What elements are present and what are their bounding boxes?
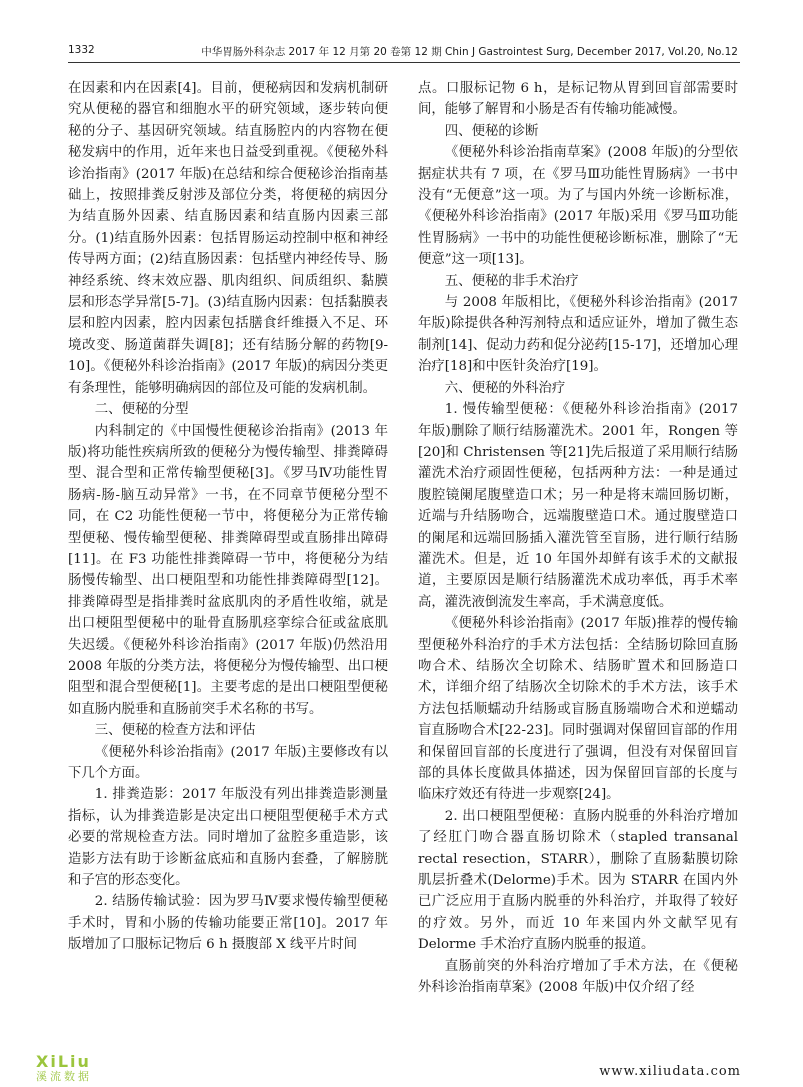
paragraph: 直肠前突的外科治疗增加了手术方法，在《便秘外科诊治指南草案》(2008 年版)中仅介绍了经 (418, 958, 738, 996)
page-header (68, 44, 738, 62)
paragraph: 与 2008 年版相比，《便秘外科诊治指南》(2017 年版)除提供各种泻剂特点和适应证外，增加了微生态制剂[14]、促动力药和促分泌药[15-17]，还增加心理治疗[18]和中医针灸治疗[19]。 (418, 295, 738, 375)
section-heading: 二、便秘的分型 (94, 402, 189, 418)
right-column (418, 78, 738, 998)
paragraph: 《便秘外科诊治指南》(2017 年版)主要修改有以下几个方面。 (68, 744, 388, 781)
running-head: 中华胃肠外科杂志 2017 年 12 月第 20 卷第 12 期 Chin J Gastrointest Surg, December 2017, Vol.20, No.12 (201, 46, 738, 58)
paragraph: 在因素和内在因素[4]。目前，便秘病因和发病机制研究从便秘的器官和细胞水平的研究领域，逐步转向便秘的分子、基因研究领域。结直肠腔内的内容物在便秘发病中的作用，近年来也日益受到重视。《便秘外科诊治指南》(2017 年版)在总结和综合便秘诊治指南基础上，按照排粪反射涉及部位分类，将便秘的病因分为结直肠外因素、结直肠因素和结直肠内因素三部分。(1)结直肠外因素：包括胃肠运动控制中枢和神经传导两方面；(2)结直肠因素：包括壁内神经传导、肠神经系统、终末效应器、肌肉组织、间质组织、黏膜层和形态学异常[5-7]。(3)结直肠内因素：包括黏膜表层和腔内因素，腔内因素包括膳食纤维摄入不足、环境改变、肠道菌群失调[8]；还有结肠分解的药物[9-10]。《便秘外科诊治指南》(2017 年版)的病因分类更有条理性，能够明确病因的部位及可能的发病机制。 (68, 81, 388, 396)
section-heading: 六、便秘的外科治疗 (444, 380, 566, 396)
left-column (68, 78, 388, 956)
paragraph: 点。口服标记物 6 h，是标记物从胃到回盲部需要时间，能够了解胃和小肠是否有传输功能减慢。 (418, 81, 738, 118)
xiliu-logo (36, 1052, 156, 1082)
footer-url[interactable]: www.xiliudata.com (599, 1064, 741, 1079)
header-rule (68, 62, 740, 63)
paragraph: 《便秘外科诊治指南草案》(2008 年版)的分型依据症状共有 7 项，在《罗马Ⅲ功能性胃肠病》一书中没有“无便意”这一项。为了与国内外统一诊断标准，《便秘外科诊治指南》(2017 年版)采用《罗马Ⅲ功能性胃肠病》一书中的功能性便秘诊断标准，删除了“无便意”这一项[13]。 (418, 145, 738, 268)
paragraph: 1. 排粪造影：2017 年版没有列出排粪造影测量指标，认为排粪造影是决定出口梗阻型便秘手术方式必要的常规检查方法。同时增加了盆腔多重造影，该造影方法有助于诊断盆底疝和直肠内套叠，了解膀胱和子宫的形态变化。 (68, 787, 388, 889)
paragraph: 2. 出口梗阻型便秘：直肠内脱垂的外科治疗增加了经肛门吻合器直肠切除术（stapled transanal rectal resection，STARR），删除了直肠黏膜切除肌层折叠术(Delorme)手术。因为 STARR 在国内外已广泛应用于直肠内脱垂的外科治疗，并取得了较好的疗效。另外，而近 10 年来国内外文献罕见有 Delorme 手术治疗直肠内脱垂的报道。 (418, 808, 738, 953)
paragraph: 内科制定的《中国慢性便秘诊治指南》(2013 年版)将功能性疾病所致的便秘分为慢传输型、排粪障碍型、混合型和正常传输型便秘[3]。《罗马Ⅳ功能性胃肠病-肠-脑互动异常》一书，在不同章节便秘分型不同，在 C2 功能性便秘一节中，将便秘分为正常传输型便秘、慢传输型便秘、排粪障碍型或直肠排出障碍[11]。在 F3 功能性排粪障碍一节中，将便秘分为结肠慢传输型、出口梗阻型和功能性排粪障碍型[12]。排粪障碍型是指排粪时盆底肌肉的矛盾性收缩，就是出口梗阻型便秘中的耻骨直肠肌痉挛综合征或盆底肌失迟缓。《便秘外科诊治指南》(2017 年版)仍然沿用 2008 年版的分类方法，将便秘分为慢传输型、出口梗阻型和混合型便秘[1]。主要考虑的是出口梗阻型便秘如直肠内脱垂和直肠前突手术名称的书写。 (68, 423, 388, 717)
paragraph: 1. 慢传输型便秘：《便秘外科诊治指南》(2017 年版)删除了顺行结肠灌洗术。2001 年，Rongen 等[20]和 Christensen 等[21]先后报道了采用顺行结肠灌洗术治疗顽固性便秘，包括两种方法：一种是通过腹腔镜阑尾腹壁造口术；另一种是将末端回肠切断，近端与升结肠吻合，远端腹壁造口术。通过腹壁造口的阑尾和远端回肠插入灌洗管至盲肠，进行顺行结肠灌洗术。但是，近 10 年国外却鲜有该手术的文献报道，主要原因是顺行结肠灌洗术成功率低，再手术率高，灌洗液倒流发生率高，手术满意度低。 (418, 402, 738, 610)
page-number: 1332 (68, 44, 95, 56)
paragraph: 《便秘外科诊治指南》(2017 年版)推荐的慢传输型便秘外科治疗的手术方法包括：全结肠切除回直肠吻合术、结肠次全切除术、结肠旷置术和回肠造口术，详细介绍了结肠次全切除术的手术方法，该手术方法包括顺蠕动升结肠或盲肠直肠端吻合术和逆蠕动盲直肠吻合术[22-23]。同时强调对保留回盲部的作用和保留回盲部的长度进行了强调，但没有对保留回盲部的具体长度做具体描述，因为保留回盲部的长度与临床疗效还有待进一步观察[24]。 (418, 616, 738, 803)
logo-word: XiLiu (36, 1052, 91, 1071)
section-heading: 四、便秘的诊断 (444, 123, 539, 139)
paragraph: 2. 结肠传输试验：因为罗马Ⅳ要求慢传输型便秘手术时，胃和小肠的传输功能要正常[10]。2017 年版增加了口服标记物后 6 h 摄腹部 X 线平片时间 (68, 894, 388, 953)
section-heading: 三、便秘的检查方法和评估 (94, 723, 256, 739)
logo-cn-text: 溪流数据 (36, 1070, 92, 1083)
section-heading: 五、便秘的非手术治疗 (444, 273, 579, 289)
